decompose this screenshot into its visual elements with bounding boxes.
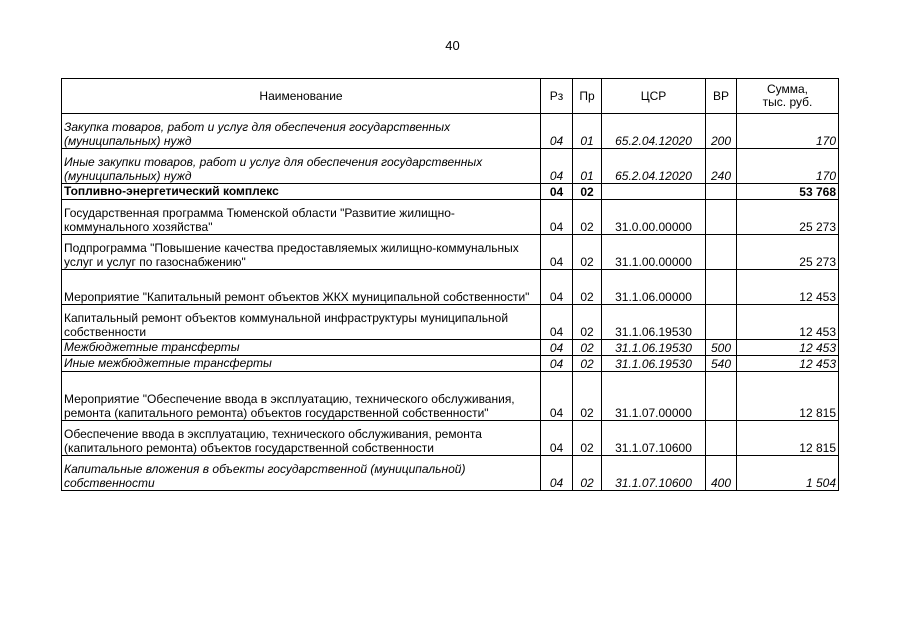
row-pr: 02 [573,421,602,456]
row-csr: 31.1.06.00000 [602,270,706,305]
row-csr: 31.0.00.00000 [602,200,706,235]
header-csr: ЦСР [602,79,706,114]
row-rz: 04 [541,114,573,149]
row-name: Подпрограмма "Повышение качества предоставляемых жилищно-коммунальных услуг и услуг по газоснабжению" [62,235,541,270]
row-pr: 02 [573,235,602,270]
row-rz: 04 [541,456,573,491]
row-sum: 1 504 [737,456,839,491]
table-row [62,149,839,184]
row-csr: 31.1.06.19530 [602,356,706,372]
row-rz: 04 [541,200,573,235]
row-name: Закупка товаров, работ и услуг для обеспечения государственных (муниципальных) нужд [62,114,541,149]
row-pr: 02 [573,456,602,491]
row-sum: 12 453 [737,340,839,356]
row-sum: 25 273 [737,235,839,270]
row-csr: 65.2.04.12020 [602,149,706,184]
row-vr: 540 [706,356,737,372]
table-row [62,372,839,421]
row-name: Межбюджетные трансферты [62,340,541,356]
row-sum: 12 453 [737,270,839,305]
row-csr: 31.1.06.19530 [602,305,706,340]
row-rz: 04 [541,372,573,421]
header-rz: Рз [541,79,573,114]
row-pr: 02 [573,184,602,200]
row-pr: 02 [573,305,602,340]
row-pr: 02 [573,340,602,356]
row-rz: 04 [541,340,573,356]
row-pr: 02 [573,270,602,305]
table-row [62,235,839,270]
row-csr: 31.1.07.00000 [602,372,706,421]
row-name: Капитальные вложения в объекты государственной (муниципальной) собственности [62,456,541,491]
table-row [62,200,839,235]
row-vr [706,305,737,340]
row-vr [706,200,737,235]
row-pr: 01 [573,114,602,149]
row-vr [706,184,737,200]
table-row [62,456,839,491]
page-number: 40 [445,38,460,53]
row-vr: 400 [706,456,737,491]
row-rz: 04 [541,235,573,270]
row-sum: 53 768 [737,184,839,200]
row-name: Иные межбюджетные трансферты [62,356,541,372]
row-rz: 04 [541,184,573,200]
header-sum: Сумма, тыс. руб. [737,79,839,114]
header-vr: ВР [706,79,737,114]
row-rz: 04 [541,305,573,340]
row-name: Мероприятие "Обеспечение ввода в эксплуатацию, технического обслуживания, ремонта (капитального ремонта) объектов государственной собственности" [62,372,541,421]
row-name: Капитальный ремонт объектов коммунальной инфраструктуры муниципальной собственности [62,305,541,340]
row-sum: 170 [737,149,839,184]
row-sum: 12 453 [737,356,839,372]
row-sum: 12 815 [737,421,839,456]
table-row [62,356,839,372]
row-pr: 02 [573,372,602,421]
row-sum: 25 273 [737,200,839,235]
row-csr: 31.1.06.19530 [602,340,706,356]
row-sum: 170 [737,114,839,149]
table-row [62,184,839,200]
budget-table [61,78,839,491]
header-pr: Пр [573,79,602,114]
row-csr [602,184,706,200]
row-vr: 500 [706,340,737,356]
row-csr: 31.1.07.10600 [602,421,706,456]
row-name: Иные закупки товаров, работ и услуг для обеспечения государственных (муниципальных) нужд [62,149,541,184]
table-row [62,270,839,305]
row-sum: 12 453 [737,305,839,340]
row-csr: 65.2.04.12020 [602,114,706,149]
row-rz: 04 [541,270,573,305]
table-row [62,305,839,340]
row-csr: 31.1.07.10600 [602,456,706,491]
row-name: Топливно-энергетический комплекс [62,184,541,200]
row-vr [706,235,737,270]
row-vr [706,270,737,305]
row-pr: 01 [573,149,602,184]
row-vr: 240 [706,149,737,184]
table-row [62,421,839,456]
row-vr [706,372,737,421]
row-name: Государственная программа Тюменской области "Развитие жилищно-коммунального хозяйства" [62,200,541,235]
row-vr: 200 [706,114,737,149]
row-rz: 04 [541,149,573,184]
table-row [62,114,839,149]
row-rz: 04 [541,356,573,372]
row-pr: 02 [573,356,602,372]
table-row [62,340,839,356]
row-name: Обеспечение ввода в эксплуатацию, технического обслуживания, ремонта (капитального ремонта) объектов государственной собственности [62,421,541,456]
header-name: Наименование [62,79,541,114]
row-csr: 31.1.00.00000 [602,235,706,270]
header-row [62,79,839,114]
row-pr: 02 [573,200,602,235]
row-name: Мероприятие "Капитальный ремонт объектов ЖКХ муниципальной собственности" [62,270,541,305]
row-rz: 04 [541,421,573,456]
row-vr [706,421,737,456]
row-sum: 12 815 [737,372,839,421]
